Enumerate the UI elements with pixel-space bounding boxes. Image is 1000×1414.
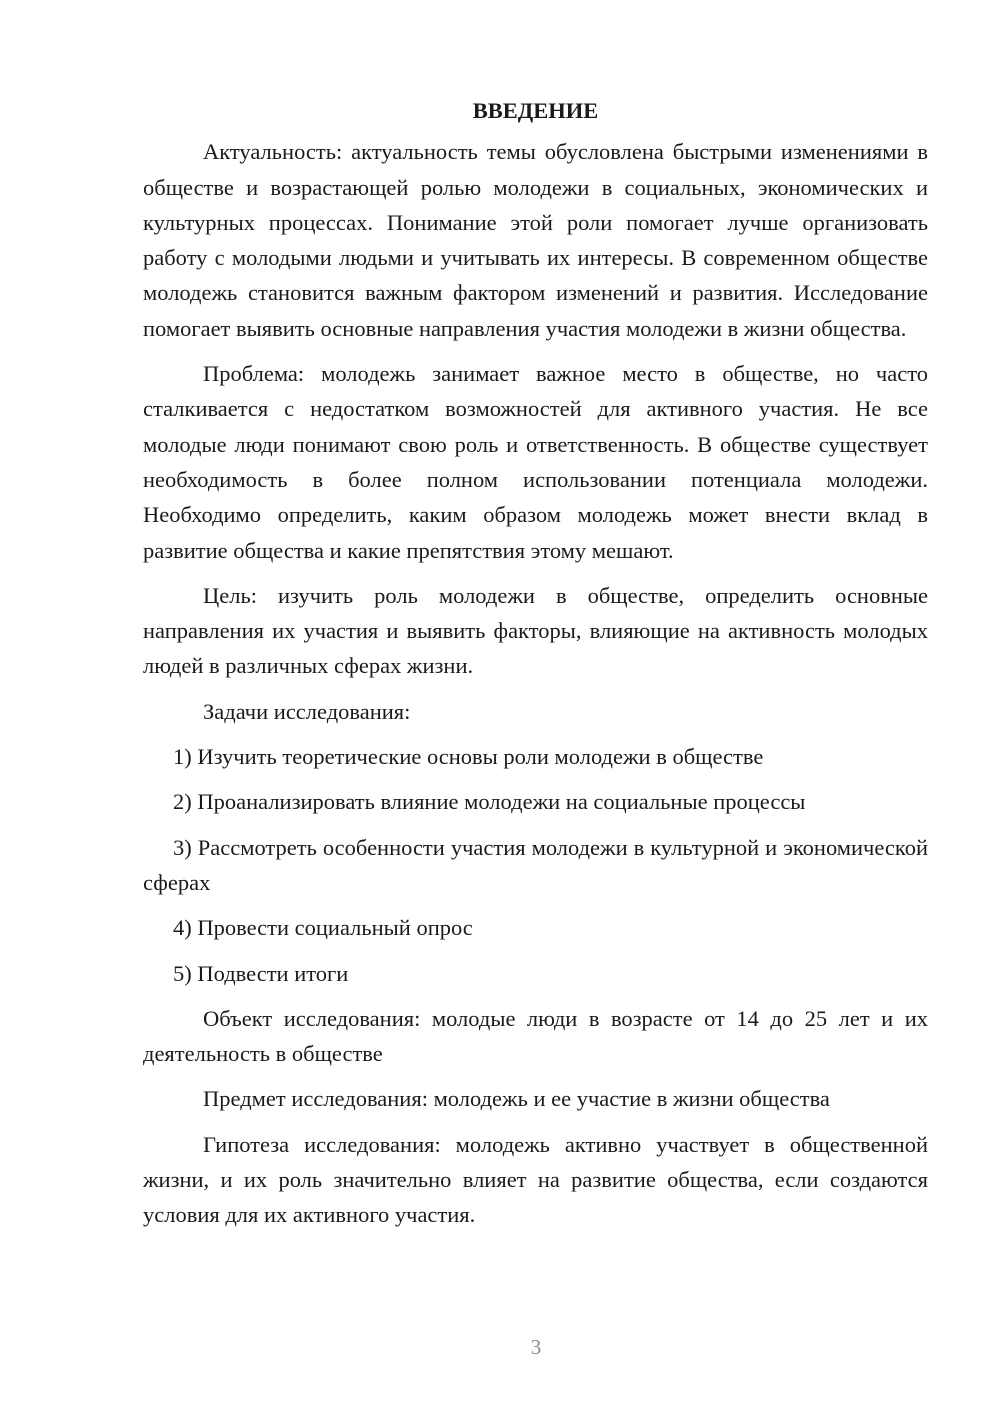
goal-paragraph: Цель: изучить роль молодежи в обществе, определить основные направления их участия и выявить факторы, влияющие на активность молодых людей в различных сферах жизни.: [143, 582, 928, 679]
problem-paragraph: Проблема: молодежь занимает важное место в обществе, но часто сталкивается с недостатком возможностей для активного участия. Не все молодые люди понимают свою роль и ответственность. В обществе существует необходимость в более полном использовании потенциала молодежи. Необходимо определить, каким образом молодежь может внести вклад в развитие общества и какие препятствия этому мешают.: [143, 361, 928, 563]
object-paragraph: Объект исследования: молодые люди в возрасте от 14 до 25 лет и их деятельность в обществе: [143, 1005, 928, 1067]
subject-paragraph: Предмет исследования: молодежь и ее участие в жизни общества: [203, 1086, 830, 1112]
page-title: ВВЕДЕНИЕ: [472, 98, 599, 123]
hypothesis-paragraph: Гипотеза исследования: молодежь активно участвует в общественной жизни, и их роль значительно влияет на развитие общества, если создаются условия для их активного участия.: [143, 1131, 928, 1228]
task-item: 5) Подвести итоги: [173, 960, 349, 986]
task-item: 2) Проанализировать влияние молодежи на социальные процессы: [173, 789, 806, 815]
page-content: [143, 93, 928, 1243]
tasks-list: [143, 739, 928, 991]
task-item: 1) Изучить теоретические основы роли молодежи в обществе: [173, 744, 764, 770]
task-item: 4) Провести социальный опрос: [173, 915, 473, 941]
task-item: 3) Рассмотреть особенности участия молодежи в культурной и экономической сферах: [143, 834, 928, 895]
tasks-heading: Задачи исследования:: [203, 698, 411, 724]
page-number: 3: [530, 1335, 542, 1359]
relevance-paragraph: Актуальность: актуальность темы обусловлена быстрыми изменениями в обществе и возрастающей ролью молодежи в социальных, экономических и культурных процессах. Понимание этой роли помогает лучше организовать работу с молодыми людьми и учитывать их интересы. В современном обществе молодежь становится важным фактором изменений и развития. Исследование помогает выявить основные направления участия молодежи в жизни общества.: [143, 139, 928, 341]
